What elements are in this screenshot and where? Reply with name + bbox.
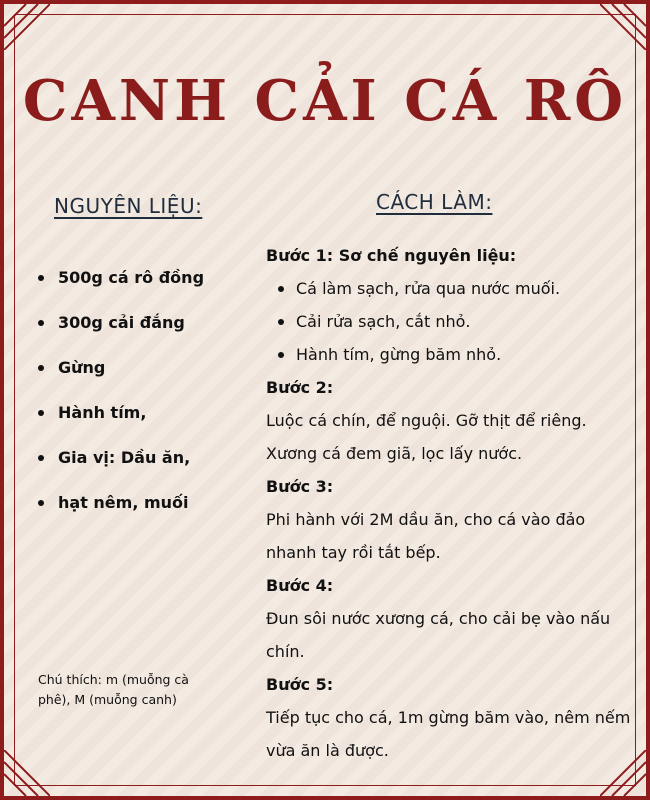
- step-3-text: Phi hành với 2M dầu ăn, cho cá vào đảo nhanh tay rồi tắt bếp.: [266, 510, 586, 562]
- step-2-text: Luộc cá chín, để nguội. Gỡ thịt để riêng. Xương cá đem giã, lọc lấy nước.: [266, 411, 587, 463]
- step-1-list: [266, 272, 636, 371]
- measurement-note: Chú thích: m (muỗng cà phê), M (muỗng canh): [38, 672, 189, 707]
- ingredient-item: 500g cá rô đồng: [38, 255, 228, 300]
- ingredient-item: Gia vị: Dầu ăn,: [38, 435, 228, 480]
- recipe-title: CANH CẢI CÁ RÔ: [22, 68, 628, 134]
- step-4-label: Bước 4:: [266, 576, 334, 595]
- ingredient-item: Hành tím,: [38, 390, 228, 435]
- ingredients-list: [38, 255, 228, 525]
- corner-ornament-icon: [4, 750, 50, 796]
- ingredient-item: hạt nêm, muối: [38, 480, 228, 525]
- step-2-label: Bước 2:: [266, 378, 334, 397]
- step-1-bullet: Cải rửa sạch, cắt nhỏ.: [266, 305, 636, 338]
- ingredient-item: Gừng: [38, 345, 228, 390]
- step-3-label: Bước 3:: [266, 477, 334, 496]
- step-4-text: Đun sôi nước xương cá, cho cải bẹ vào nấu chín.: [266, 609, 611, 661]
- step-5-label: Bước 5:: [266, 675, 334, 694]
- step-5-text: Tiếp tục cho cá, 1m gừng băm vào, nêm nếm vừa ăn là được.: [266, 708, 631, 760]
- corner-ornament-icon: [4, 4, 50, 50]
- ingredient-item: 300g cải đắng: [38, 300, 228, 345]
- corner-ornament-icon: [600, 4, 646, 50]
- step-1-bullet: Hành tím, gừng băm nhỏ.: [266, 338, 636, 371]
- step-1-bullet: Cá làm sạch, rửa qua nước muối.: [266, 272, 636, 305]
- step-1-label: Bước 1: Sơ chế nguyên liệu:: [266, 246, 517, 265]
- method-heading: CÁCH LÀM:: [376, 190, 493, 214]
- method-steps: [266, 239, 636, 767]
- ingredients-heading: NGUYÊN LIỆU:: [54, 194, 203, 218]
